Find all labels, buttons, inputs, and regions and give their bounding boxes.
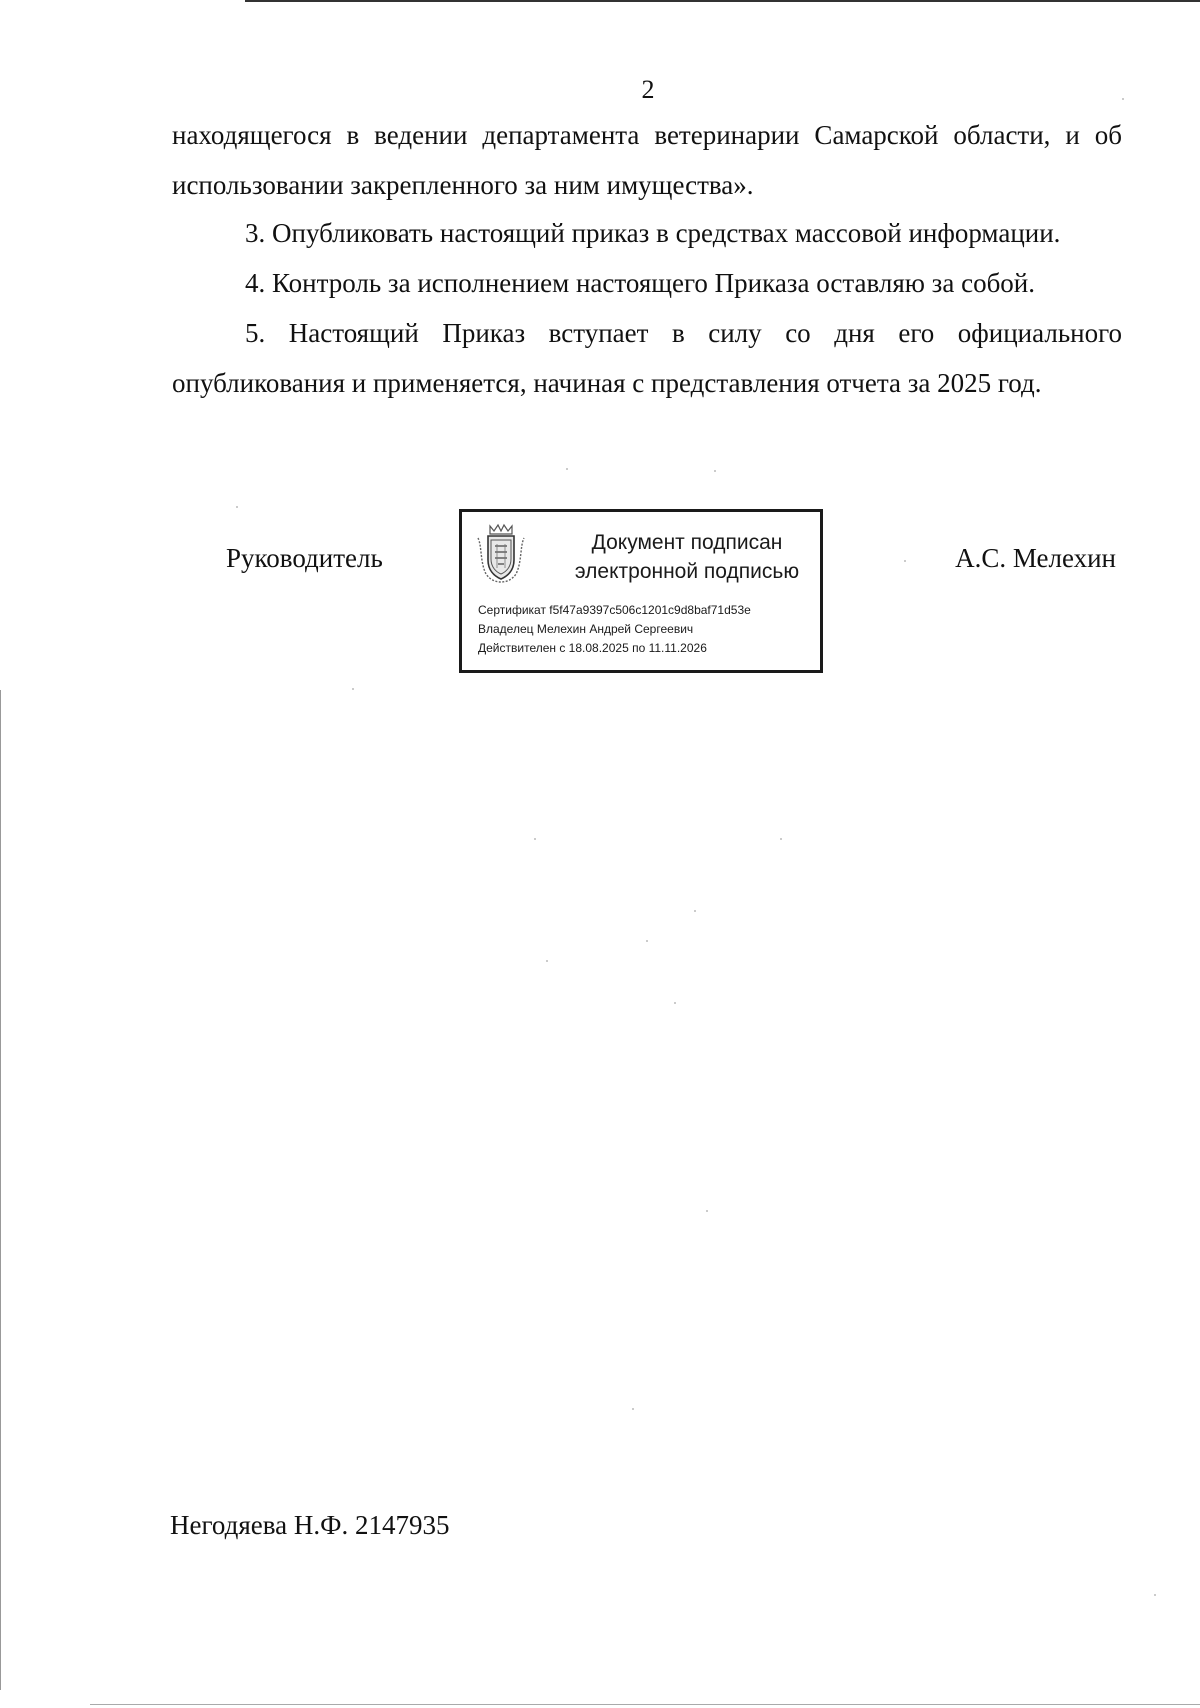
- scan-speck: [566, 468, 568, 470]
- scan-speck: [352, 688, 354, 690]
- scan-speck: [646, 940, 648, 942]
- bottom-scan-border: [90, 1704, 1200, 1705]
- stamp-heading-line-2: электронной подписью: [574, 560, 800, 583]
- stamp-owner: Владелец Мелехин Андрей Сергеевич: [478, 622, 694, 636]
- paragraph-continuation: находящегося в ведении департамента ветеринарии Самарской области, и об использовании закрепленного за ним имущества».: [172, 120, 1122, 200]
- scan-speck: [904, 560, 906, 562]
- top-scan-border: [245, 0, 1200, 2]
- scan-speck: [706, 1210, 708, 1212]
- signer-title: Руководитель: [226, 543, 383, 573]
- scan-speck: [632, 1408, 634, 1410]
- page-number: 2: [641, 75, 655, 104]
- paragraph-item-3: 3. Опубликовать настоящий приказ в средствах массовой информации.: [245, 218, 1061, 248]
- paragraph-item-4: 4. Контроль за исполнением настоящего Приказа оставляю за собой.: [245, 268, 1036, 298]
- paragraph-item-5: 5. Настоящий Приказ вступает в силу со дня его официального опубликования и применяется, начиная с представления отчета за 2025 год.: [172, 318, 1122, 398]
- scan-speck: [694, 910, 696, 912]
- scan-speck: [546, 960, 548, 962]
- scan-speck: [780, 838, 782, 840]
- scan-speck: [1154, 1594, 1156, 1596]
- coat-of-arms-icon: [476, 522, 526, 584]
- scan-speck: [1122, 98, 1124, 100]
- stamp-heading-line-1: Документ подписан: [591, 531, 783, 554]
- executor-note: Негодяева Н.Ф. 2147935: [170, 1510, 450, 1540]
- stamp-certificate: Сертификат f5f47a9397c506c1201c9d8baf71d53e: [478, 603, 751, 617]
- scan-speck: [534, 838, 536, 840]
- scan-speck: [714, 470, 716, 472]
- scan-speck: [674, 1002, 676, 1004]
- signer-name: А.С. Мелехин: [955, 543, 1116, 573]
- stamp-validity: Действителен с 18.08.2025 по 11.11.2026: [478, 641, 707, 655]
- left-scan-edge: [0, 690, 1, 1690]
- scan-speck: [236, 506, 238, 508]
- electronic-signature-stamp: [459, 509, 823, 673]
